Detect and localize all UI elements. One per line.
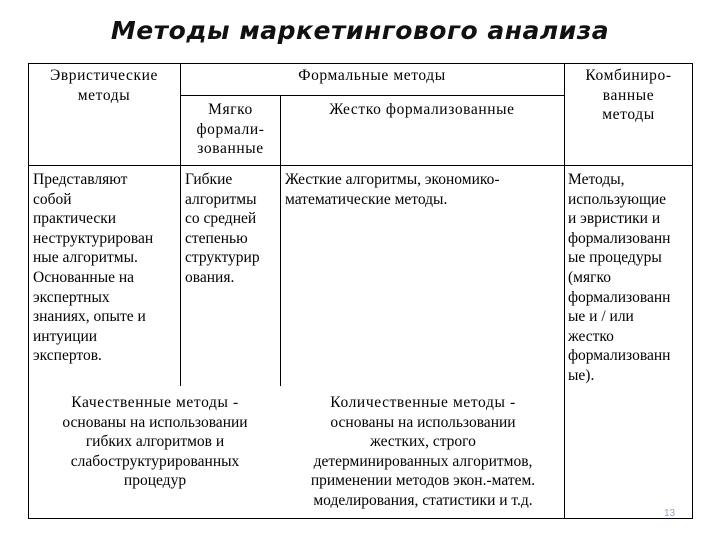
- grid-line-formal-right: [564, 63, 565, 519]
- qualitative-line: гибких алгоритмов и: [85, 433, 225, 451]
- header-soft-line: формали-: [196, 120, 265, 138]
- body-heuristic-line: экспертов.: [33, 347, 102, 365]
- body-combined-line: Методы,: [568, 171, 625, 188]
- body-heuristic-line: Представляют: [33, 171, 128, 188]
- header-combined-line: методы: [602, 106, 655, 124]
- body-soft-line: со средней: [185, 210, 257, 228]
- grid-line-subheader: [180, 95, 564, 96]
- body-heuristic: [33, 170, 153, 366]
- grid-line-header-bottom: [28, 165, 692, 166]
- body-soft-line: степенью: [185, 229, 248, 247]
- header-soft-line: зованные: [197, 140, 264, 158]
- body-combined-line: формализованн: [568, 347, 671, 365]
- grid-line-soft-right: [280, 95, 281, 386]
- body-combined-line: и эвристики и: [568, 210, 661, 228]
- quantitative-line: детерминированных алгоритмов,: [313, 452, 533, 470]
- body-soft-line: структурир: [185, 249, 260, 267]
- qualitative-line: процедур: [123, 472, 187, 490]
- header-combined-line: ванные: [602, 86, 655, 104]
- header-combined-line: Комбиниро-: [585, 67, 672, 84]
- page-number: 13: [664, 508, 676, 519]
- qualitative-title: Качественные методы -: [71, 394, 239, 411]
- header-heuristic: [30, 66, 178, 105]
- body-combined-line: ые и / или: [568, 308, 634, 326]
- header-formal: Формальные методы: [298, 67, 446, 84]
- body-combined-line: (мягко: [568, 268, 611, 286]
- body-soft-line: ования.: [185, 268, 235, 286]
- grid-line-heuristic-right: [180, 63, 181, 386]
- quantitative-title: Количественные методы -: [330, 394, 516, 411]
- quantitative-line: основаны на использовании: [330, 413, 516, 431]
- body-combined-line: формализованн: [568, 229, 671, 247]
- body-soft: [185, 170, 260, 288]
- quantitative-line: жестких, строго: [370, 433, 476, 451]
- body-hard-line: Жесткие алгоритмы, экономико-: [285, 171, 500, 188]
- grid-line-right: [692, 63, 693, 519]
- body-soft-line: Гибкие: [185, 171, 233, 188]
- qualitative-line: основаны на использовании: [62, 413, 248, 431]
- grid-line-left: [28, 63, 29, 519]
- body-combined-line: использующие: [568, 190, 667, 208]
- body-hard-line: математические методы.: [285, 190, 448, 208]
- slide-title: Методы маркетингового анализа: [110, 16, 610, 45]
- header-soft: [182, 100, 279, 159]
- body-soft-line: алгоритмы: [185, 190, 257, 208]
- body-heuristic-line: знаниях, опыте и: [33, 308, 146, 326]
- body-combined-line: ые).: [568, 366, 595, 384]
- body-heuristic-line: ные алгоритмы.: [33, 249, 138, 267]
- body-heuristic-line: Основанные на: [33, 268, 135, 286]
- quantitative-line: применении методов экон.-матем.: [310, 472, 536, 490]
- header-heuristic-line: Эвристические: [50, 67, 158, 84]
- quantitative-line: моделирования, статистики и т.д.: [313, 491, 533, 509]
- body-combined-line: ые процедуры: [568, 249, 662, 267]
- header-heuristic-line: методы: [77, 86, 131, 104]
- grid-line-top: [28, 63, 692, 64]
- qualitative-methods: [30, 393, 280, 491]
- body-heuristic-line: собой: [33, 190, 72, 208]
- body-heuristic-line: практически: [33, 210, 117, 228]
- header-combined: [566, 66, 691, 125]
- qualitative-line: слабоструктурированных: [70, 452, 240, 470]
- body-combined: [568, 170, 670, 386]
- body-heuristic-line: интуиции: [33, 327, 98, 345]
- header-hard: Жестко формализованные: [329, 101, 515, 118]
- body-combined-line: формализованн: [568, 288, 671, 306]
- body-heuristic-line: экспертных: [33, 288, 110, 306]
- header-soft-line: Мягко: [208, 101, 253, 118]
- quantitative-methods: [284, 393, 562, 511]
- body-combined-line: жестко: [568, 327, 614, 345]
- body-heuristic-line: неструктурирован: [33, 229, 154, 247]
- grid-line-bottom: [28, 518, 692, 519]
- body-hard: [285, 170, 500, 209]
